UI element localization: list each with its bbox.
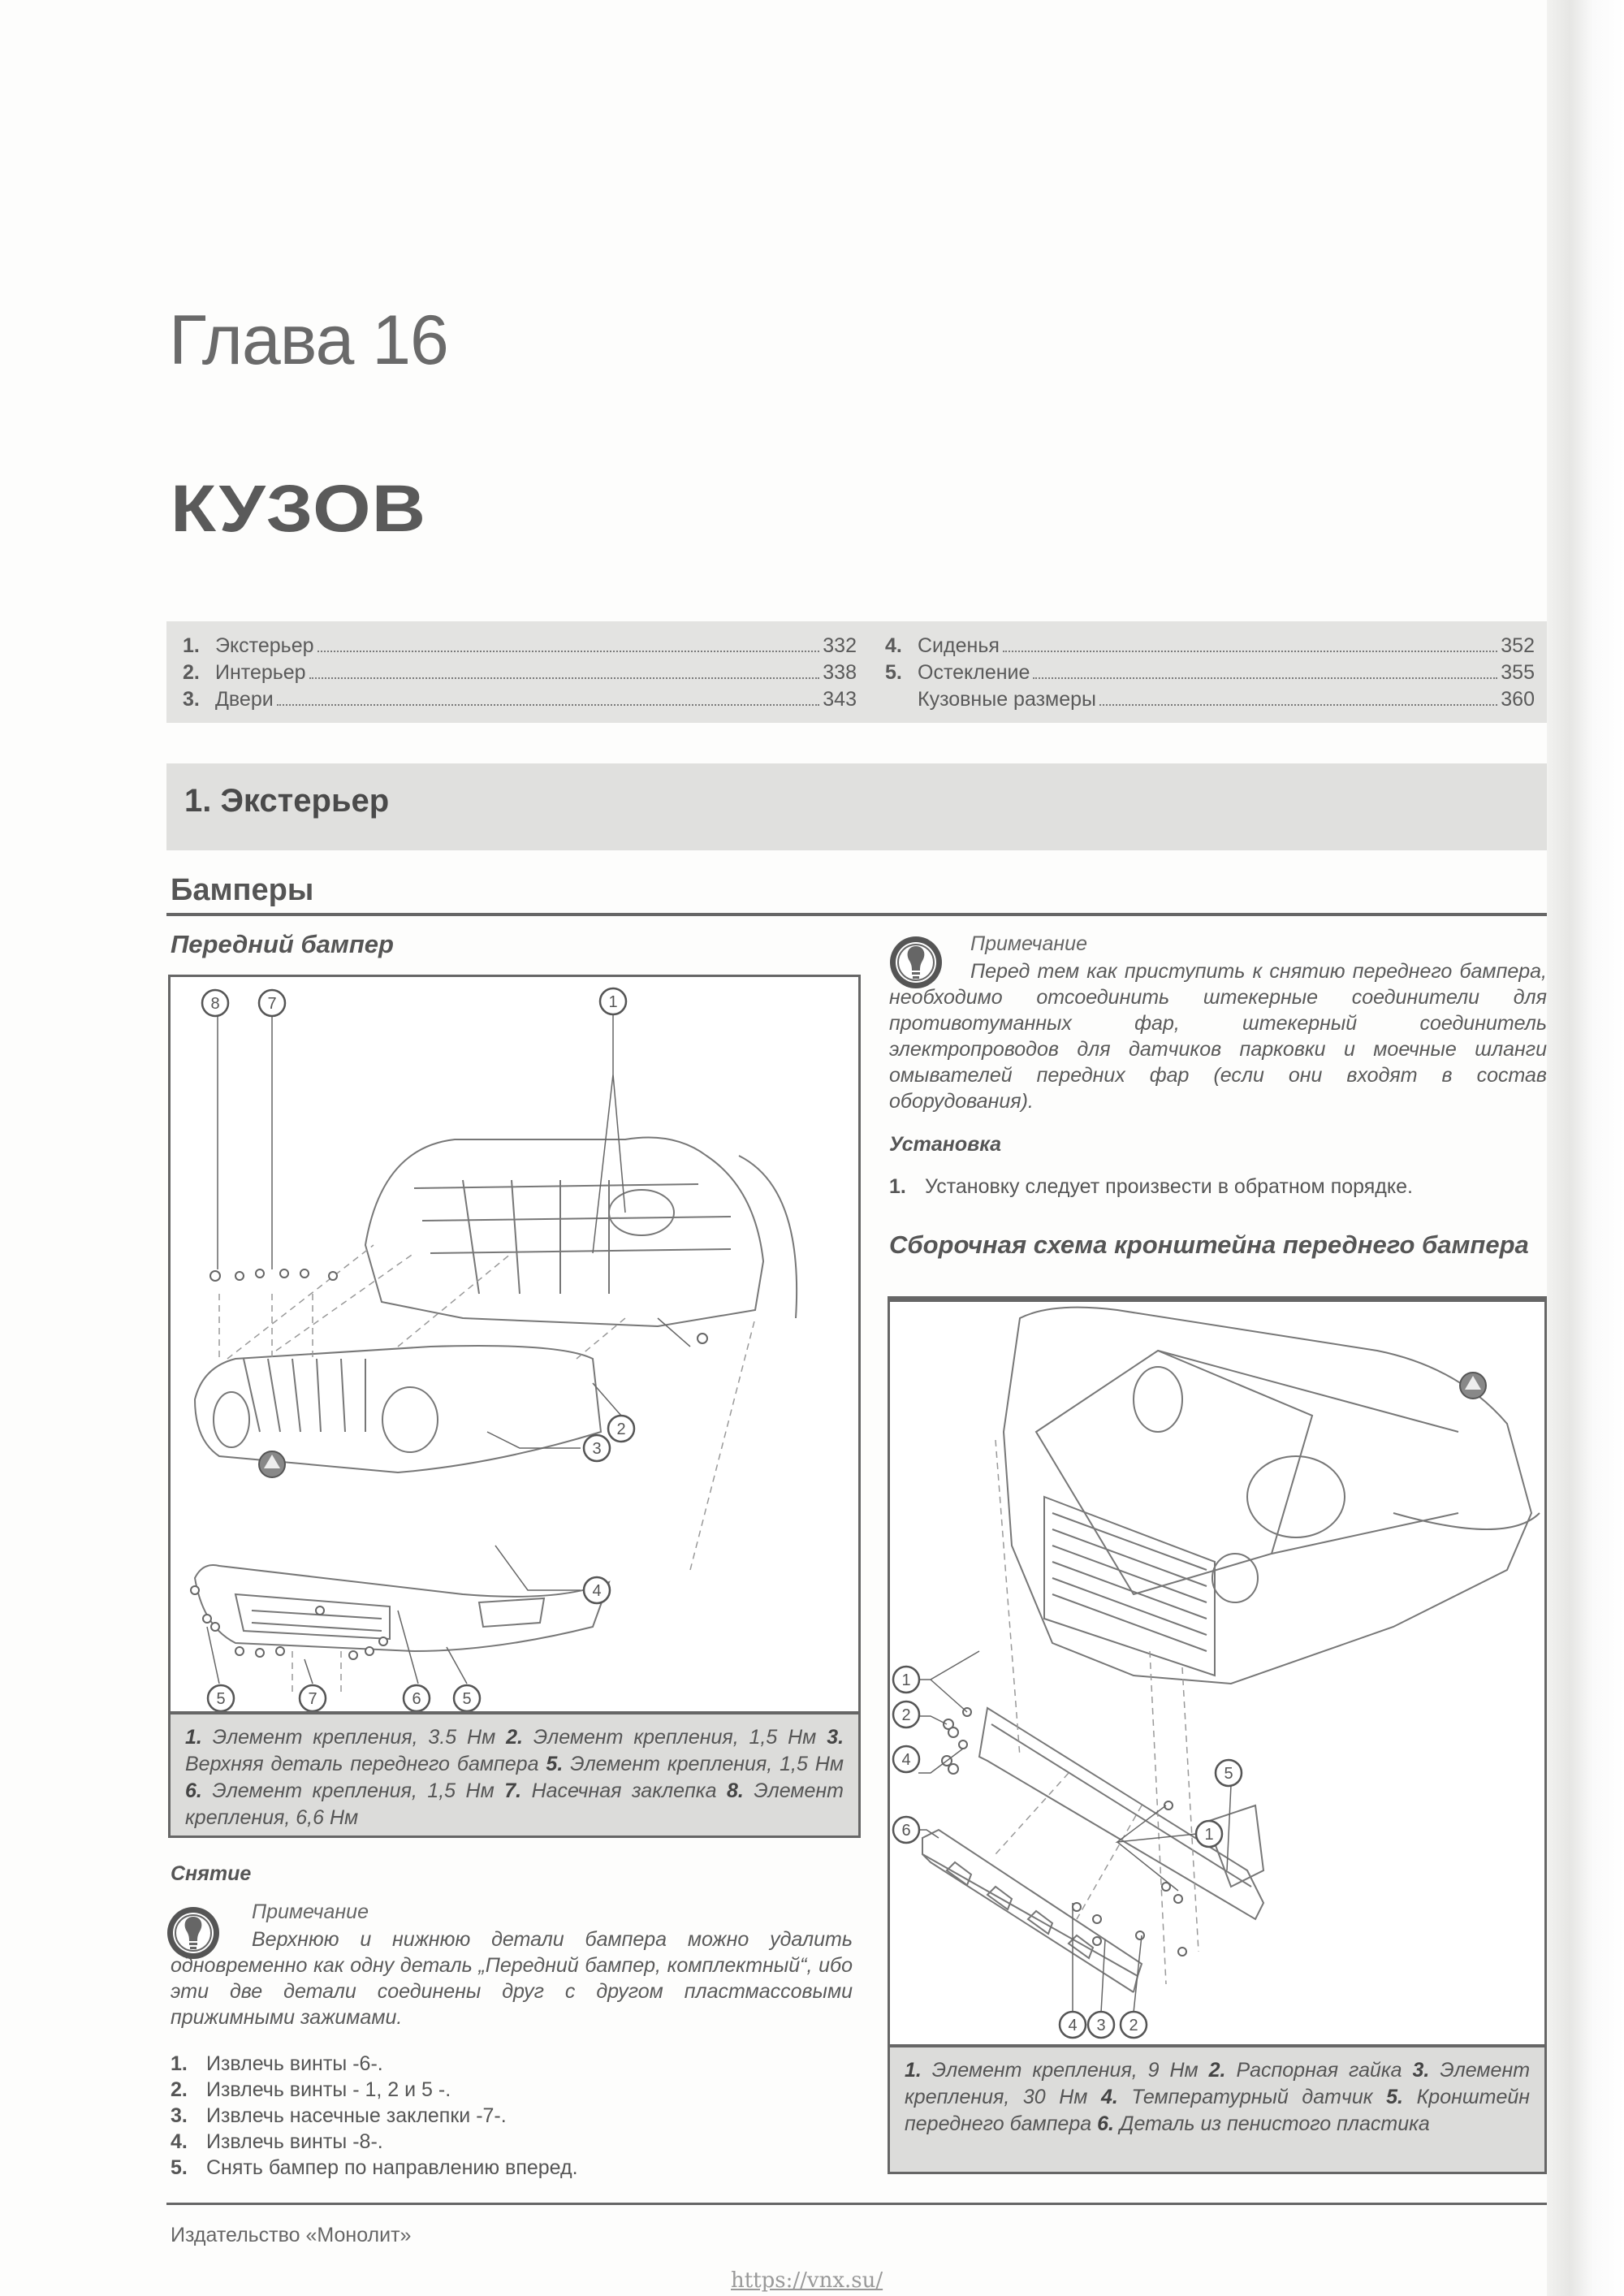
toc-item[interactable] [183,686,857,713]
svg-text:6: 6 [412,1690,421,1708]
removal-note-text: Верхнюю и нижнюю детали бампера можно удалить одновременно как одну деталь „Передний бампер, комплектный“, ибо эти две детали соединены друг с другом пластмассовыми прижимными зажимами. [171,1928,853,2029]
toc-item[interactable] [885,659,1535,686]
toc-page: 332 [823,634,857,657]
step-item [889,1174,1547,1200]
chapter-title: КУЗОВ [171,472,427,546]
subsection-title: Бамперы [171,873,314,907]
removal-note-heading: Примечание [252,1900,369,1923]
toc-leader [277,704,820,706]
toc-page: 352 [1501,634,1535,657]
svg-text:4: 4 [901,1751,911,1769]
toc-leader [317,651,820,652]
caption-text: Элемент крепления, 1,5 Нм [570,1753,844,1775]
step-num: 5. [171,2156,188,2179]
step-num: 4. [171,2130,188,2153]
toc-page: 355 [1501,661,1535,684]
step-item [171,2051,853,2077]
step-text: Извлечь винты -6-. [206,2052,383,2075]
step-item [171,2077,853,2103]
publisher-logo [259,1451,285,1477]
step-num: 3. [171,2104,188,2127]
front-bumper-exploded-drawing [171,977,858,1711]
svg-text:3: 3 [592,1440,602,1458]
bracket-exploded-drawing [890,1302,1544,2044]
toc-label: Сиденья [918,634,1000,657]
publisher-logo [1460,1373,1486,1399]
installation-title: Установка [889,1133,1002,1156]
toc-num: 5. [885,661,902,684]
toc-label: Интерьер [215,661,306,684]
caption-text: Элемент крепления, 9 Нм [931,2059,1199,2082]
caption-num: 1. [185,1726,202,1749]
caption-num: 2. [506,1726,523,1749]
toc-page: 338 [823,661,857,684]
caption-num: 6. [1097,2112,1114,2135]
bracket-diagram [888,1299,1547,2047]
svg-text:2: 2 [1129,2017,1138,2034]
step-text: Извлечь винты -8-. [206,2130,383,2153]
page-edge-shadow [1547,0,1624,2296]
caption-num: 7. [504,1779,522,1802]
svg-text:1: 1 [901,1671,911,1689]
installation-steps [889,1174,1547,1200]
section-title: 1. Экстерьер [184,783,390,819]
toc-label: Остекление [918,661,1030,684]
toc-page: 360 [1501,688,1535,711]
svg-text:5: 5 [216,1690,226,1708]
caption-num: 3. [827,1726,844,1749]
caption-num: 5. [546,1753,564,1775]
removal-title: Снятие [171,1862,252,1885]
toc-left-column [183,633,857,713]
svg-text:7: 7 [267,995,277,1013]
step-num: 1. [889,1175,906,1198]
caption-text: Распорная гайка [1236,2059,1402,2082]
toc-right-column [885,633,1535,713]
subsection-rule [166,913,1547,916]
caption-text: Верхняя деталь переднего бампера [185,1753,539,1775]
toc-item[interactable] [183,659,857,686]
step-item [171,2155,853,2181]
caption-num: 8. [726,1779,744,1802]
caption-text: Элемент крепления, 1,5 Нм [533,1726,817,1749]
svg-text:1: 1 [608,993,618,1011]
bracket-caption [888,2044,1547,2174]
table-of-contents [166,621,1547,723]
caption-text: Насечная заклепка [531,1779,717,1802]
caption-text: Кронштейн переднего бампера [905,2086,1531,2135]
caption-num: 1. [905,2059,922,2082]
step-text: Извлечь винты - 1, 2 и 5 -. [206,2078,451,2101]
toc-num: 1. [183,634,200,657]
toc-label: Экстерьер [215,634,314,657]
caption-num: 4. [1101,2086,1118,2108]
caption-num: 6. [185,1779,202,1802]
source-url-link[interactable]: https://vnx.su/ [731,2268,883,2293]
step-item [171,2103,853,2129]
toc-leader [1003,651,1497,652]
caption-text: Температурный датчик [1131,2086,1373,2108]
toc-page: 343 [823,688,857,711]
toc-leader [1033,677,1497,679]
svg-text:7: 7 [308,1690,317,1708]
chapter-label: Глава 16 [169,301,448,379]
toc-leader [1099,704,1497,706]
svg-text:8: 8 [210,995,220,1013]
caption-num: 3. [1412,2059,1430,2082]
svg-text:2: 2 [901,1706,911,1724]
right-note-heading: Примечание [970,932,1087,955]
caption-num: 5. [1386,2086,1403,2108]
svg-text:6: 6 [901,1822,911,1840]
removal-steps [171,2051,853,2181]
front-bumper-caption [168,1711,861,1838]
svg-text:4: 4 [592,1582,602,1600]
right-note-text: Перед тем как приступить к снятию переднего бампера, необходимо отсоединить штекерные соединители для противотуманных фар, штекерный соединитель электропроводов для датчиков парковки и моечные шланги омывателей передних фар (если они входят в состав оборудования). [889,960,1547,1113]
toc-num: 4. [885,634,902,657]
svg-text:2: 2 [616,1420,626,1438]
caption-text: Элемент крепления, 3.5 Нм [212,1726,496,1749]
caption-text: Элемент крепления, 6,6 Нм [185,1779,844,1829]
section-band [166,763,1547,850]
toc-num: 3. [183,688,200,711]
svg-text:4: 4 [1068,2017,1078,2034]
caption-text: Деталь из пенистого пластика [1119,2112,1430,2135]
front-bumper-diagram [168,975,861,1714]
figure-title-front-bumper: Передний бампер [171,930,394,958]
footer-rule [166,2203,1547,2205]
step-num: 1. [171,2052,188,2075]
toc-item[interactable] [885,633,1535,659]
toc-num: 2. [183,661,200,684]
publisher-name: Издательство «Монолит» [171,2224,412,2246]
figure-title-bracket: Сборочная схема кронштейна переднего бампера [889,1230,1529,1259]
step-text: Снять бампер по направлению вперед. [206,2156,578,2179]
svg-text:3: 3 [1096,2017,1106,2034]
step-text: Установку следует произвести в обратном порядке. [925,1175,1413,1198]
toc-item[interactable] [183,633,857,659]
step-text: Извлечь насечные заклепки -7-. [206,2104,507,2127]
svg-text:5: 5 [1224,1765,1233,1783]
toc-leader [309,677,820,679]
svg-text:1: 1 [1204,1826,1214,1844]
svg-text:5: 5 [462,1690,472,1708]
step-item [171,2129,853,2155]
step-num: 2. [171,2078,188,2101]
toc-label: Двери [215,688,274,711]
caption-text: Элемент крепления, 1,5 Нм [212,1779,495,1802]
caption-num: 2. [1208,2059,1226,2082]
caption-text: Элемент крепления, 30 Нм [905,2059,1531,2108]
toc-item[interactable] [885,686,1535,713]
toc-label: Кузовные размеры [918,688,1097,711]
